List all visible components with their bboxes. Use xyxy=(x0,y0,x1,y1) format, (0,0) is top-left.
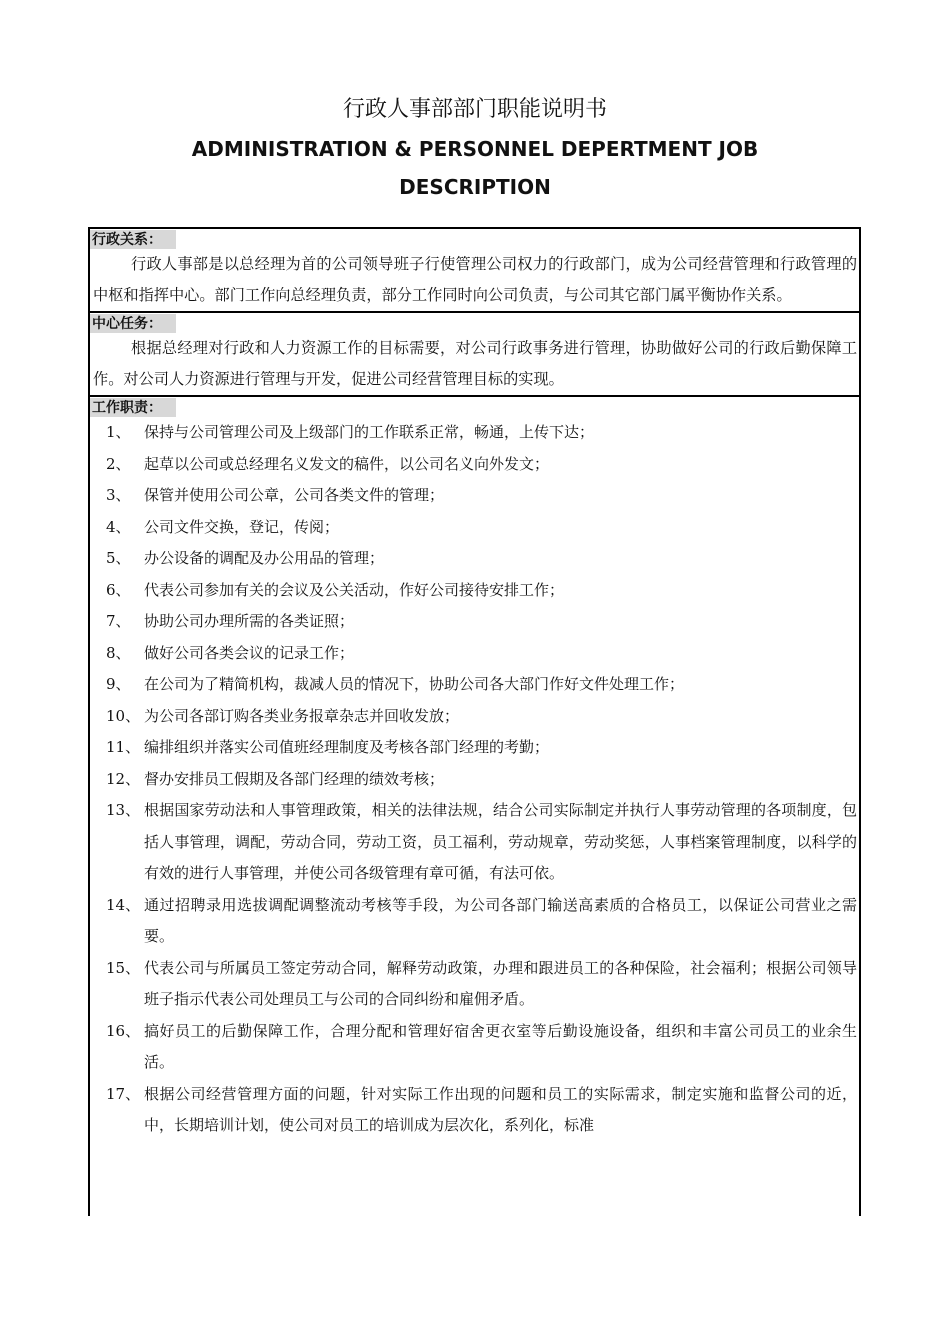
duty-text: 为公司各部订购各类业务报章杂志并回收发放； xyxy=(144,706,460,725)
section-duties xyxy=(90,397,859,1142)
duty-text: 代表公司参加有关的会议及公关活动，作好公司接待安排工作； xyxy=(144,580,565,599)
duty-item xyxy=(90,764,859,796)
duty-item xyxy=(90,606,859,638)
duty-number: 12、 xyxy=(106,769,141,788)
duty-text: 办公设备的调配及办公用品的管理； xyxy=(144,549,385,567)
section-relations xyxy=(90,229,859,313)
duty-item xyxy=(90,1079,859,1142)
duty-text: 起草以公司或总经理名义发文的稿件，以公司名义向外发文； xyxy=(144,454,550,473)
document-title-cn: 行政人事部部门职能说明书 xyxy=(342,97,607,122)
duty-text: 根据公司经营管理方面的问题，针对实际工作出现的问题和员工的实际需求，制定实施和监督公司的近，中，长期培训计划，使公司对员工的培训成为层次化，系列化，标准 xyxy=(144,1084,857,1134)
duty-number: 14、 xyxy=(106,895,141,914)
document-title-en: ADMINISTRATION & PERSONNEL DEPERTMENT JOB DESCRIPTION xyxy=(191,137,759,199)
duty-number: 1、 xyxy=(106,423,131,441)
duty-text: 保持与公司管理公司及上级部门的工作联系正常，畅通，上传下达； xyxy=(144,423,595,441)
duty-item xyxy=(90,638,859,670)
duty-text: 在公司为了精简机构，裁减人员的情况下，协助公司各大部门作好文件处理工作； xyxy=(144,675,685,693)
duty-text: 通过招聘录用选拔调配调整流动考核等手段，为公司各部门输送高素质的合格员工，以保证公司营业之需要。 xyxy=(144,895,857,945)
duty-number: 15、 xyxy=(106,958,141,977)
duty-item xyxy=(90,795,859,890)
duty-number: 7、 xyxy=(106,612,131,630)
duty-number: 3、 xyxy=(106,486,131,504)
duty-item xyxy=(90,701,859,733)
duty-item xyxy=(90,953,859,1016)
duty-text: 协助公司办理所需的各类证照； xyxy=(144,612,355,630)
duty-number: 11、 xyxy=(106,738,141,756)
duty-text: 搞好员工的后勤保障工作，合理分配和管理好宿舍更衣室等后勤设施设备，组织和丰富公司员工的业余生活。 xyxy=(144,1021,857,1071)
duty-number: 9、 xyxy=(106,675,131,693)
duty-item xyxy=(90,417,859,449)
section-text-relations: 行政人事部是以总经理为首的公司领导班子行使管理公司权力的行政部门，成为公司经营管理和行政管理的中枢和指挥中心。部门工作向总经理负责，部分工作同时向公司负责，与公司其它部门属平衡协作关系。 xyxy=(93,255,857,304)
duty-item xyxy=(90,669,859,701)
description-table xyxy=(88,227,861,1216)
duty-text: 做好公司各类会议的记录工作； xyxy=(144,643,355,662)
duty-item xyxy=(90,543,859,575)
section-mission xyxy=(90,313,859,397)
duty-number: 2、 xyxy=(106,454,131,473)
duty-text: 公司文件交换，登记，传阅； xyxy=(144,517,340,536)
section-label-relations: 行政关系： xyxy=(90,230,176,249)
section-text-mission: 根据总经理对行政和人力资源工作的目标需要，对公司行政事务进行管理，协助做好公司的行政后勤保障工作。对公司人力资源进行管理与开发，促进公司经营管理目标的实现。 xyxy=(93,339,857,388)
duty-item xyxy=(90,449,859,481)
duty-number: 6、 xyxy=(106,580,131,599)
duty-number: 5、 xyxy=(106,549,131,567)
duty-text: 督办安排员工假期及各部门经理的绩效考核； xyxy=(144,769,445,788)
duty-number: 13、 xyxy=(106,801,141,819)
duty-number: 17、 xyxy=(106,1084,141,1103)
duty-number: 10、 xyxy=(106,706,141,725)
duty-item xyxy=(90,732,859,764)
duty-item xyxy=(90,575,859,607)
duty-item xyxy=(90,480,859,512)
duty-item xyxy=(90,890,859,953)
duty-text: 编排组织并落实公司值班经理制度及考核各部门经理的考勤； xyxy=(144,738,550,756)
section-label-duties: 工作职责： xyxy=(90,398,176,417)
duty-item xyxy=(90,512,859,544)
duty-number: 8、 xyxy=(106,643,131,662)
duty-text: 保管并使用公司公章，公司各类文件的管理； xyxy=(144,486,445,504)
section-label-mission: 中心任务： xyxy=(90,314,176,333)
duty-number: 4、 xyxy=(106,517,131,536)
duty-list xyxy=(90,417,859,1142)
duty-number: 16、 xyxy=(106,1021,141,1040)
duty-item xyxy=(90,1016,859,1079)
duty-text: 代表公司与所属员工签定劳动合同，解释劳动政策，办理和跟进员工的各种保险，社会福利；根据公司领导班子指示代表公司处理员工与公司的合同纠纷和雇佣矛盾。 xyxy=(144,958,857,1008)
duty-text: 根据国家劳动法和人事管理政策，相关的法律法规，结合公司实际制定并执行人事劳动管理的各项制度，包括人事管理，调配，劳动合同，劳动工资，员工福利，劳动规章，劳动奖惩，人事档案管理制度，以科学的有效的进行人事管理，并使公司各级管理有章可循，有法可依。 xyxy=(144,801,857,882)
